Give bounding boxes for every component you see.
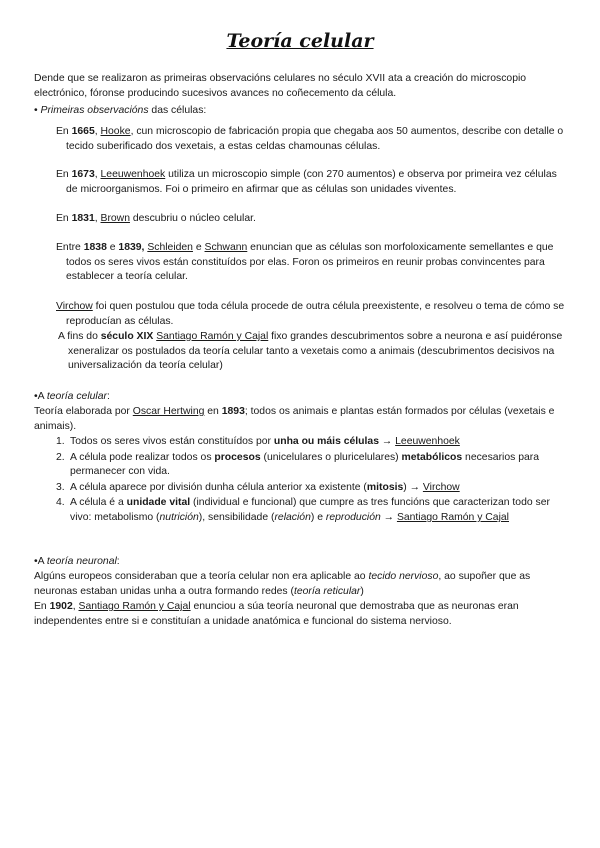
name-schwann: Schwann <box>204 242 248 253</box>
teoria-celular-definition: Teoría elaborada por Oscar Hertwing en 1893; todos os animais e plantas están formados por células (vexetais e animais). <box>34 406 555 432</box>
section-teoria-celular-heading: •A teoría celular: <box>34 391 110 402</box>
paragraph-virchow: Virchow foi quen postulou que toda célula procede de outra célula preexistente, e resolveu o tema de cómo se reproducían as células. <box>56 301 565 327</box>
intro-paragraph: Dende que se realizaron as primeiras observacións celulares no século XVII ata a creación do microscopio electrónico, fóronse producindo sucesivos avances no coñecemento da célula. <box>34 73 527 99</box>
name-cajal-2: Santiago Ramón y Cajal <box>78 601 191 612</box>
name-hooke: Hooke <box>100 126 131 137</box>
page-title: Teoría celular <box>226 30 374 52</box>
paragraph-seculo-xix: A fins do século XIX Santiago Ramón y Cajal fixo grandes descubrimentos sobre a neurona e así puidéronse xeneralizar os postulados da teoría celular tanto a vexetais como a animais (descubrimentos decisivos na universalización da teoría celular) <box>58 331 563 372</box>
teoria-neuronal-paragraph-2: En 1902, Santiago Ramón y Cajal enunciou a súa teoría neuronal que demostraba que as neuronas eran independentes entre si e constituían a unidade anatómica e funcional do sistema nervioso. <box>34 601 519 627</box>
name-cajal: Santiago Ramón y Cajal <box>156 331 269 342</box>
name-leeuwenhoek: Leeuwenhoek <box>100 169 166 180</box>
list-item: 2. A célula pode realizar todos os procesos (unicelulares o pluricelulares) metabólicos necesarios para permanecer con vida. <box>56 451 539 478</box>
section-primeiras-observacions-heading: • Primeiras observacións das células: <box>34 105 207 116</box>
postulates-list <box>34 435 564 526</box>
name-hertwing: Oscar Hertwing <box>132 406 205 417</box>
list-item: 4. A célula é a unidade vital (individual e funcional) que cumpre as tres funcións que caracterizan todo ser vivo: metabolismo (nutrición), sensibilidade (relación) e reprodución → Santiago Ramón y Cajal <box>56 497 550 523</box>
paragraph-1831: En 1831, Brown descubriu o núcleo celular. <box>56 213 256 224</box>
bullet: • <box>34 105 38 116</box>
list-item: 1. Todos os seres vivos están constituídos por unha ou máis células → Leeuwenhoek <box>56 436 460 447</box>
name-schleiden: Schleiden <box>147 242 193 253</box>
paragraph-1838: Entre 1838 e 1839, Schleiden e Schwann enuncian que as células son morfoloxicamente semellantes e que todos os seres vivos están constituídos por elas. Foron os primeiros en reunir probas convincentes para establecer a teoría celular. <box>56 242 554 283</box>
name-virchow: Virchow <box>56 301 93 312</box>
paragraph-1673: En 1673, Leeuwenhoek utiliza un microscopio simple (con 270 aumentos) e observa por primeira vez células de microorganismos. Foi o primeiro en afirmar que as células son unidades viventes. <box>56 169 557 195</box>
section-teoria-neuronal-heading: •A teoría neuronal: <box>34 556 120 567</box>
list-item: 3. A célula aparece por división dunha célula anterior xa existente (mitosis) → Virchow <box>56 481 460 493</box>
name-brown: Brown <box>100 213 130 224</box>
teoria-neuronal-paragraph-1: Algúns europeos consideraban que a teoría celular non era aplicable ao tecido nervioso, ao supoñer que as neuronas estaban unidas unha a outra formando redes (teoría reticular) <box>34 571 531 597</box>
paragraph-1665: En 1665, Hooke, cun microscopio de fabricación propia que chegaba aos 50 aumentos, describe con detalle o tecido suberificado dos vexetais, a estas celdas chamounas células. <box>56 126 564 152</box>
